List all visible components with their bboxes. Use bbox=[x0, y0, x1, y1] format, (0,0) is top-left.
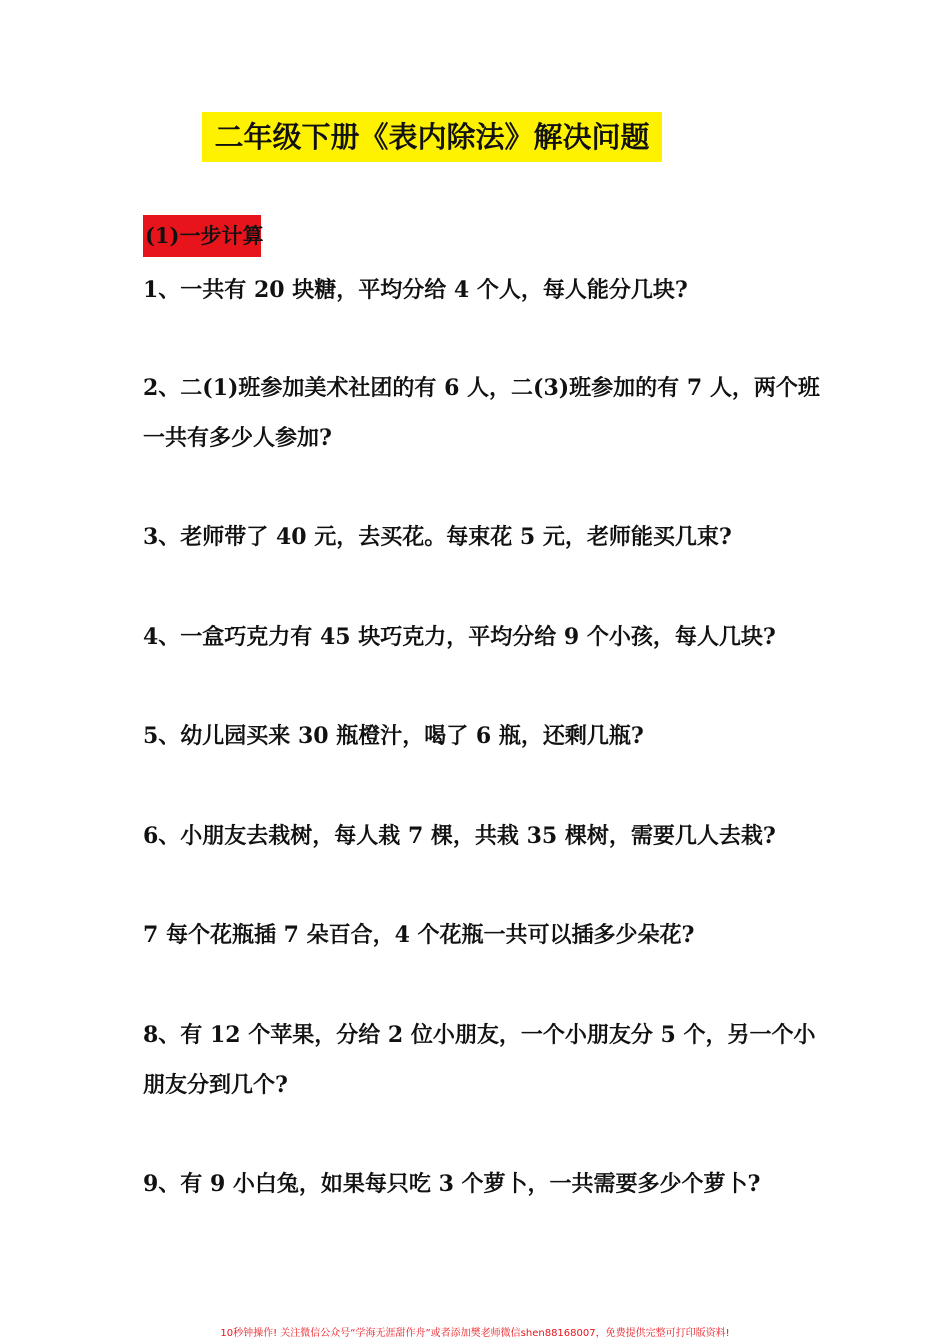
question-6-line-1: 6、小朋友去栽树，每人栽 7 棵，共栽 35 棵树，需要几人去栽? bbox=[143, 823, 776, 849]
question-2-line-1: 2、二(1)班参加美术社团的有 6 人，二(3)班参加的有 7 人，两个班 bbox=[143, 375, 820, 401]
question-3 bbox=[143, 512, 823, 562]
question-8 bbox=[143, 1010, 823, 1110]
question-2 bbox=[143, 363, 823, 463]
question-5 bbox=[143, 711, 823, 761]
question-4-line-1: 4、一盒巧克力有 45 块巧克力，平均分给 9 个小孩，每人几块? bbox=[143, 624, 776, 650]
question-6 bbox=[143, 811, 823, 861]
question-2-line-2: 一共有多少人参加? bbox=[143, 425, 332, 451]
question-4 bbox=[143, 612, 823, 662]
question-8-line-1: 8、有 12 个苹果，分给 2 位小朋友，一个小朋友分 5 个，另一个小 bbox=[143, 1022, 816, 1048]
section-label: (1)一步计算 bbox=[143, 215, 261, 257]
question-9 bbox=[143, 1159, 823, 1209]
question-8-line-2: 朋友分到几个? bbox=[143, 1072, 288, 1098]
question-9-line-1: 9、有 9 小白兔，如果每只吃 3 个萝卜，一共需要多少个萝卜? bbox=[143, 1171, 761, 1197]
question-7-line-1: 7 每个花瓶插 7 朵百合，4 个花瓶一共可以插多少朵花? bbox=[143, 922, 695, 948]
question-1-line-1: 1、一共有 20 块糖，平均分给 4 个人，每人能分几块? bbox=[143, 277, 688, 303]
question-7 bbox=[143, 910, 823, 960]
question-5-line-1: 5、幼儿园买来 30 瓶橙汁，喝了 6 瓶，还剩几瓶? bbox=[143, 723, 644, 749]
worksheet-title: 二年级下册《表内除法》解决问题 bbox=[202, 112, 662, 162]
question-1 bbox=[143, 265, 823, 315]
question-3-line-1: 3、老师带了 40 元，去买花。每束花 5 元，老师能买几束? bbox=[143, 524, 732, 550]
footer-notice: 10秒钟操作! 关注微信公众号“学海无涯甜作舟”或者添加樊老师微信shen88168007，免费提供完整可打印版资料! bbox=[220, 1328, 730, 1339]
